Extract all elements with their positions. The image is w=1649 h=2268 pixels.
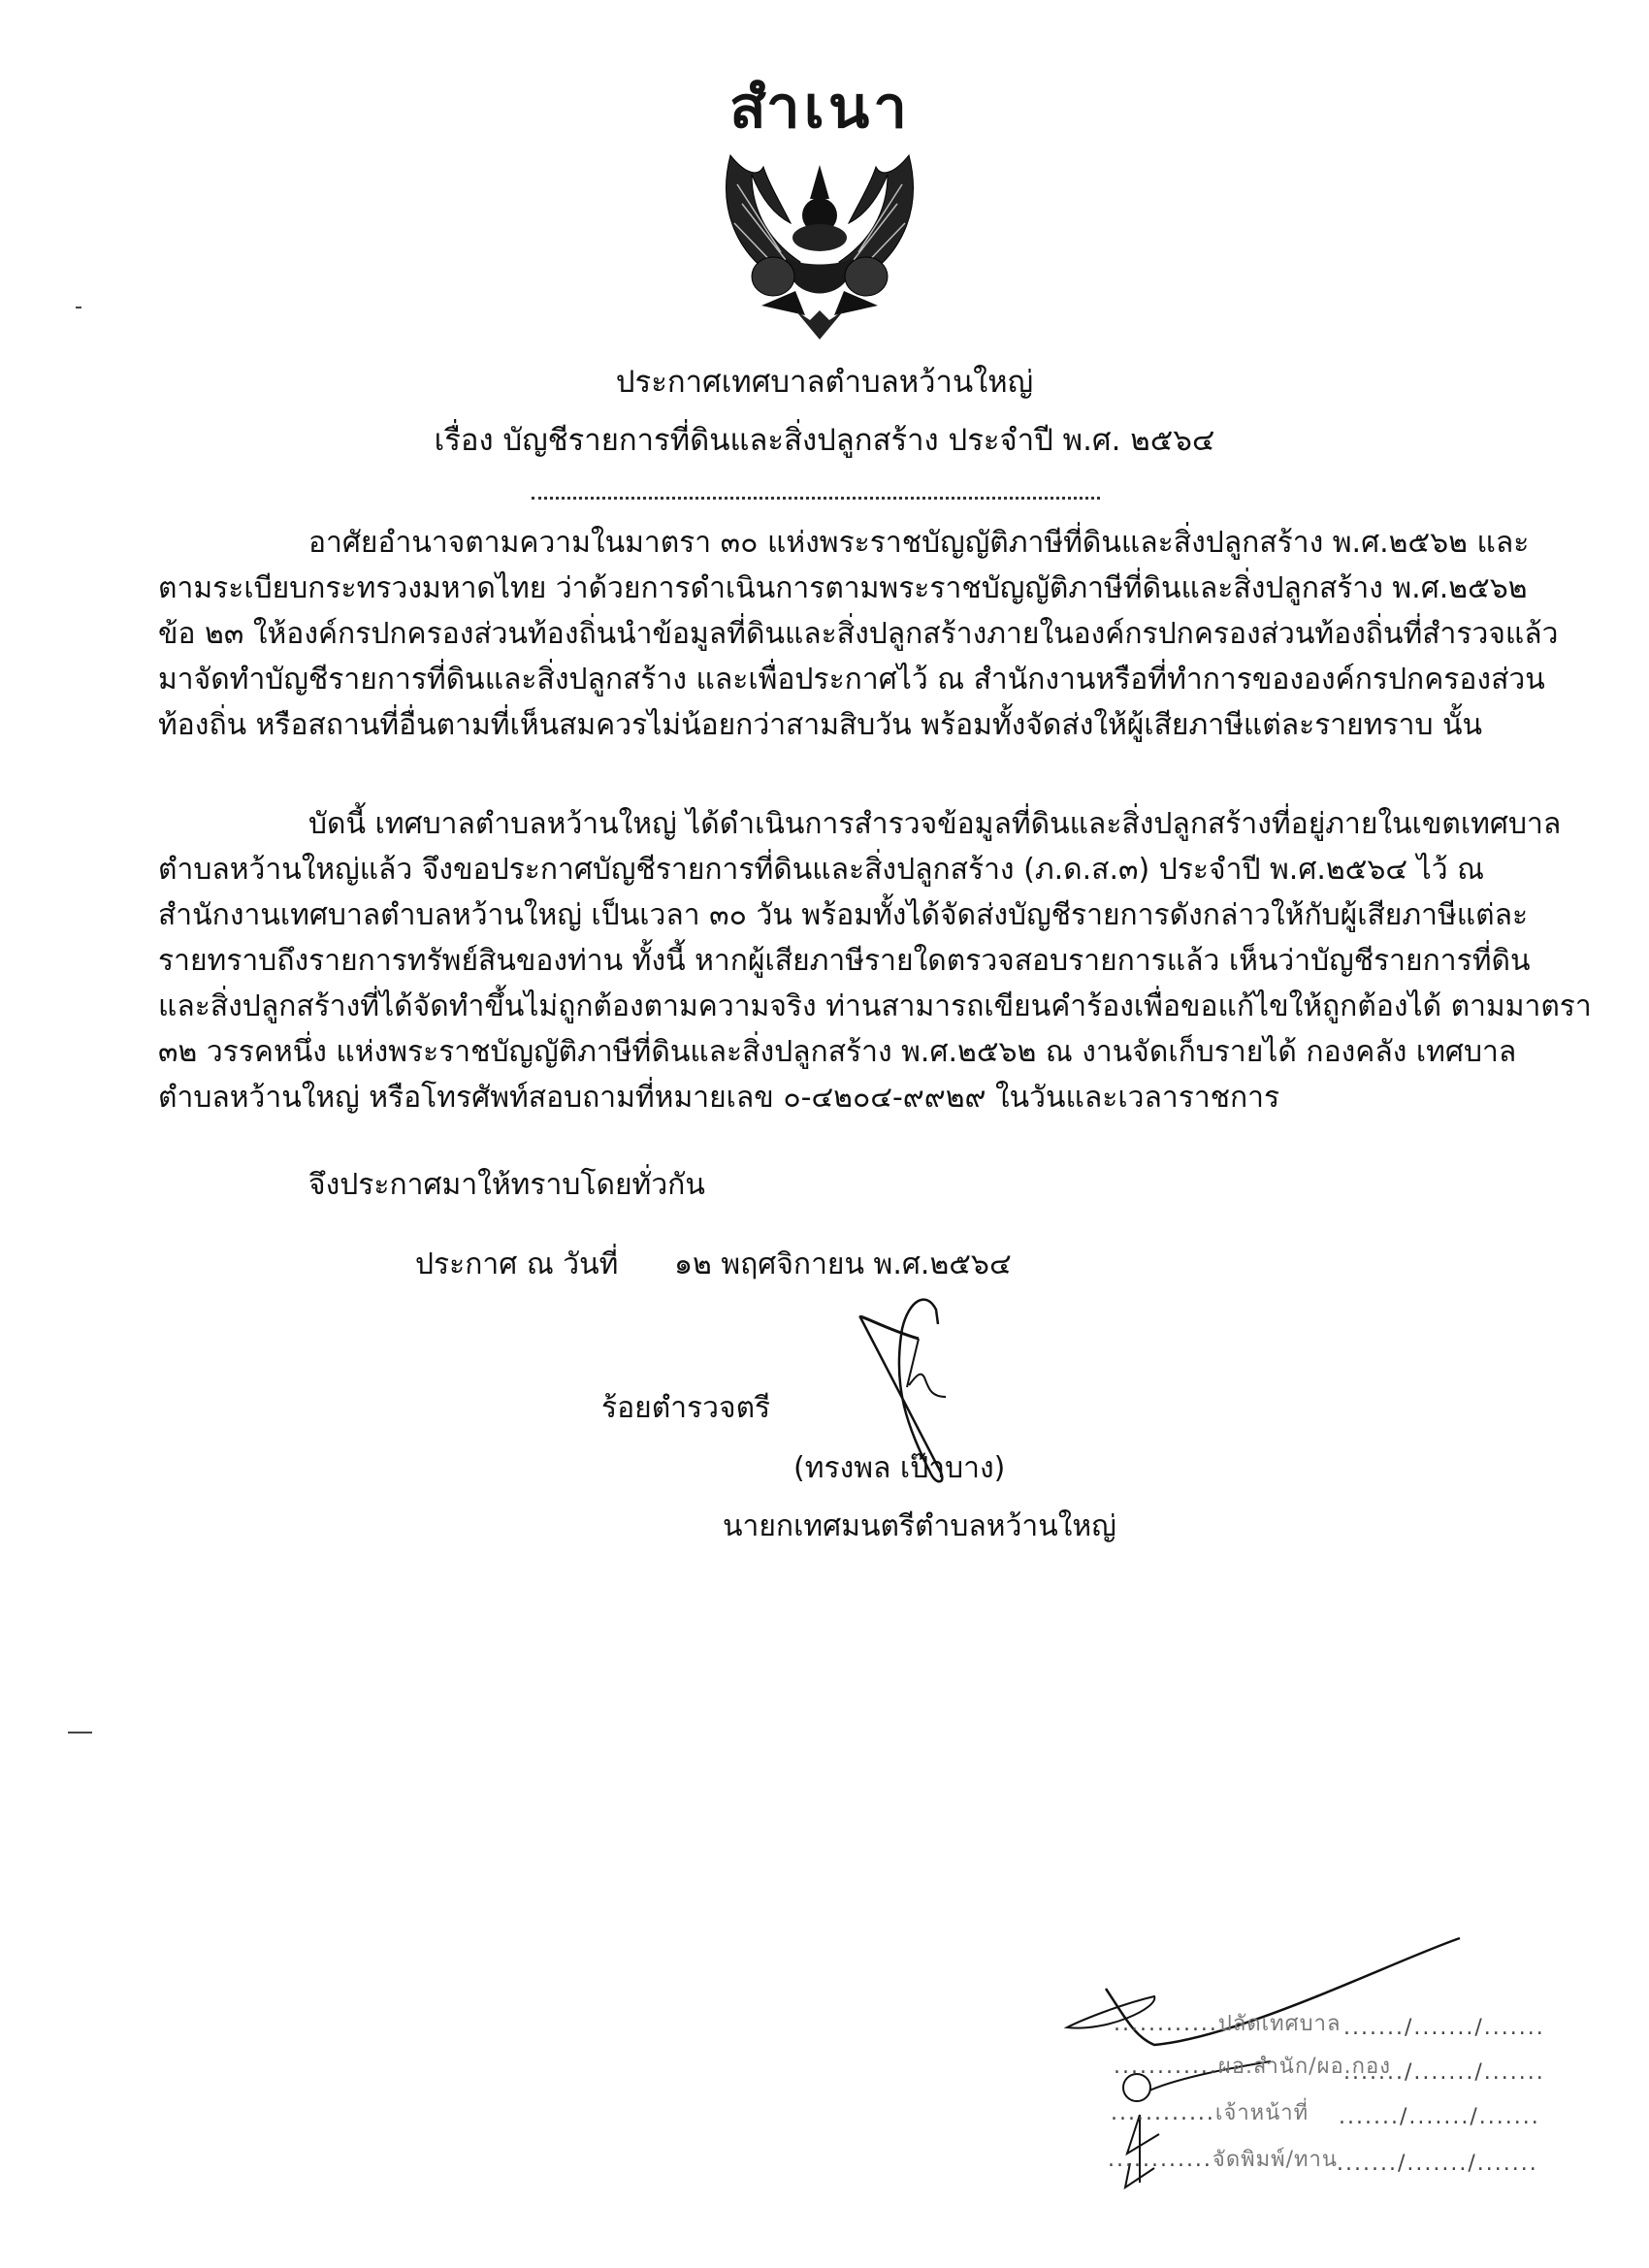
routing-date: ......./......./....... (1343, 2016, 1545, 2040)
paragraph-line: ตามระเบียบกระทรวงมหาดไทย ว่าด้วยการดำเนินการตามพระราชบัญญัติภาษีที่ดินและสิ่งปลูกสร้าง พ.ศ.๒๕๖๒ (158, 571, 1528, 605)
paragraph-line: ข้อ ๒๓ ให้องค์กรปกครองส่วนท้องถิ่นนำข้อมูลที่ดินและสิ่งปลูกสร้างภายในองค์กรปกครองส่วนท้องถิ่นที่สำรวจแล้ว (158, 617, 1559, 651)
routing-leader: ............ (1114, 2055, 1218, 2079)
routing-role: เจ้าหน้าที่ (1214, 2101, 1310, 2125)
closing-statement: จึงประกาศมาให้ทราบโดยทั่วกัน (308, 1168, 705, 1202)
paragraph-line: และสิ่งปลูกสร้างที่ได้จัดทำขึ้นไม่ถูกต้องตามความจริง ท่านสามารถเขียนคำร้องเพื่อขอแก้ไขให้ถูกต้องได้ ตามมาตรา (158, 989, 1592, 1023)
paragraph-line: ๓๒ วรรคหนึ่ง แห่งพระราชบัญญัติภาษีที่ดินและสิ่งปลูกสร้าง พ.ศ.๒๕๖๒ ณ งานจัดเก็บรายได้ กองคลัง เทศบาล (158, 1035, 1517, 1069)
routing-date: ......./......./....... (1337, 2152, 1538, 2176)
signatory-rank: ร้อยตำรวจตรี (601, 1391, 771, 1425)
routing-role: ปลัดเทศบาล (1217, 2012, 1342, 2036)
routing-date: ......./......./....... (1343, 2060, 1545, 2085)
routing-date: ......./......./....... (1339, 2105, 1540, 2129)
routing-row (1108, 2142, 1338, 2176)
paragraph-line: ตำบลหว้านใหญ่แล้ว จึงขอประกาศบัญชีรายการที่ดินและสิ่งปลูกสร้าง (ภ.ด.ส.๓) ประจำปี พ.ศ.๒๕๖๔ ไว้ ณ (158, 853, 1484, 887)
paragraph-line: บัดนี้ เทศบาลตำบลหว้านใหญ่ ได้ดำเนินการสำรวจข้อมูลที่ดินและสิ่งปลูกสร้างที่อยู่ภายในเขตเทศบาล (308, 807, 1562, 841)
date-value: ๑๒ พฤศจิกายน พ.ศ.๒๕๖๔ (674, 1247, 1012, 1281)
margin-mark (76, 307, 81, 308)
margin-mark (68, 1732, 92, 1733)
routing-leader: ............ (1111, 2101, 1215, 2125)
signatory-position: นายกเทศมนตรีตำบลหว้านใหญ่ (723, 1509, 1116, 1543)
garuda-emblem-icon (713, 146, 926, 344)
paragraph-line: อาศัยอำนาจตามความในมาตรา ๓๐ แห่งพระราชบัญญัติภาษีที่ดินและสิ่งปลูกสร้าง พ.ศ.๒๕๖๒ และ (308, 526, 1530, 560)
copy-stamp: สำเนา (729, 73, 912, 142)
date-label: ประกาศ ณ วันที่ (415, 1247, 619, 1281)
routing-leader: ............ (1114, 2012, 1218, 2036)
routing-row (1114, 2006, 1341, 2040)
document-title: ประกาศเทศบาลตำบลหว้านใหญ่ (615, 365, 1034, 400)
routing-leader: ............ (1108, 2148, 1212, 2172)
routing-role: จัดพิมพ์/ทาน (1212, 2148, 1338, 2172)
routing-role: ผอ.สำนัก/ผอ.กอง (1217, 2055, 1391, 2079)
paragraph-line: มาจัดทำบัญชีรายการที่ดินและสิ่งปลูกสร้าง และเพื่อประกาศไว้ ณ สำนักงานหรือที่ทำการขององค์กรปกครองส่วน (158, 663, 1545, 697)
paragraph-line: สำนักงานเทศบาลตำบลหว้านใหญ่ เป็นเวลา ๓๐ วัน พร้อมทั้งได้จัดส่งบัญชีรายการดังกล่าวให้กับผู้เสียภาษีแต่ละ (158, 898, 1529, 932)
paragraph-line: รายทราบถึงรายการทรัพย์สินของท่าน ทั้งนี้ หากผู้เสียภาษีรายใดตรวจสอบรายการแล้ว เห็นว่าบัญชีรายการที่ดิน (158, 944, 1531, 978)
routing-row (1111, 2095, 1309, 2129)
signatory-name: (ทรงพล เป๊าบาง) (793, 1451, 1006, 1485)
header-divider (532, 497, 1100, 500)
paragraph-line: ท้องถิ่น หรือสถานที่อื่นตามที่เห็นสมควรไม่น้อยกว่าสามสิบวัน พร้อมทั้งจัดส่งให้ผู้เสียภาษีแต่ละรายทราบ นั้น (158, 708, 1483, 742)
document-subject: เรื่อง บัญชีรายการที่ดินและสิ่งปลูกสร้าง ประจำปี พ.ศ. ๒๕๖๔ (434, 423, 1215, 458)
paragraph-line: ตำบลหว้านใหญ่ หรือโทรศัพท์สอบถามที่หมายเลข ๐-๔๒๐๔-๙๙๒๙ ในวันและเวลาราชการ (158, 1081, 1280, 1115)
